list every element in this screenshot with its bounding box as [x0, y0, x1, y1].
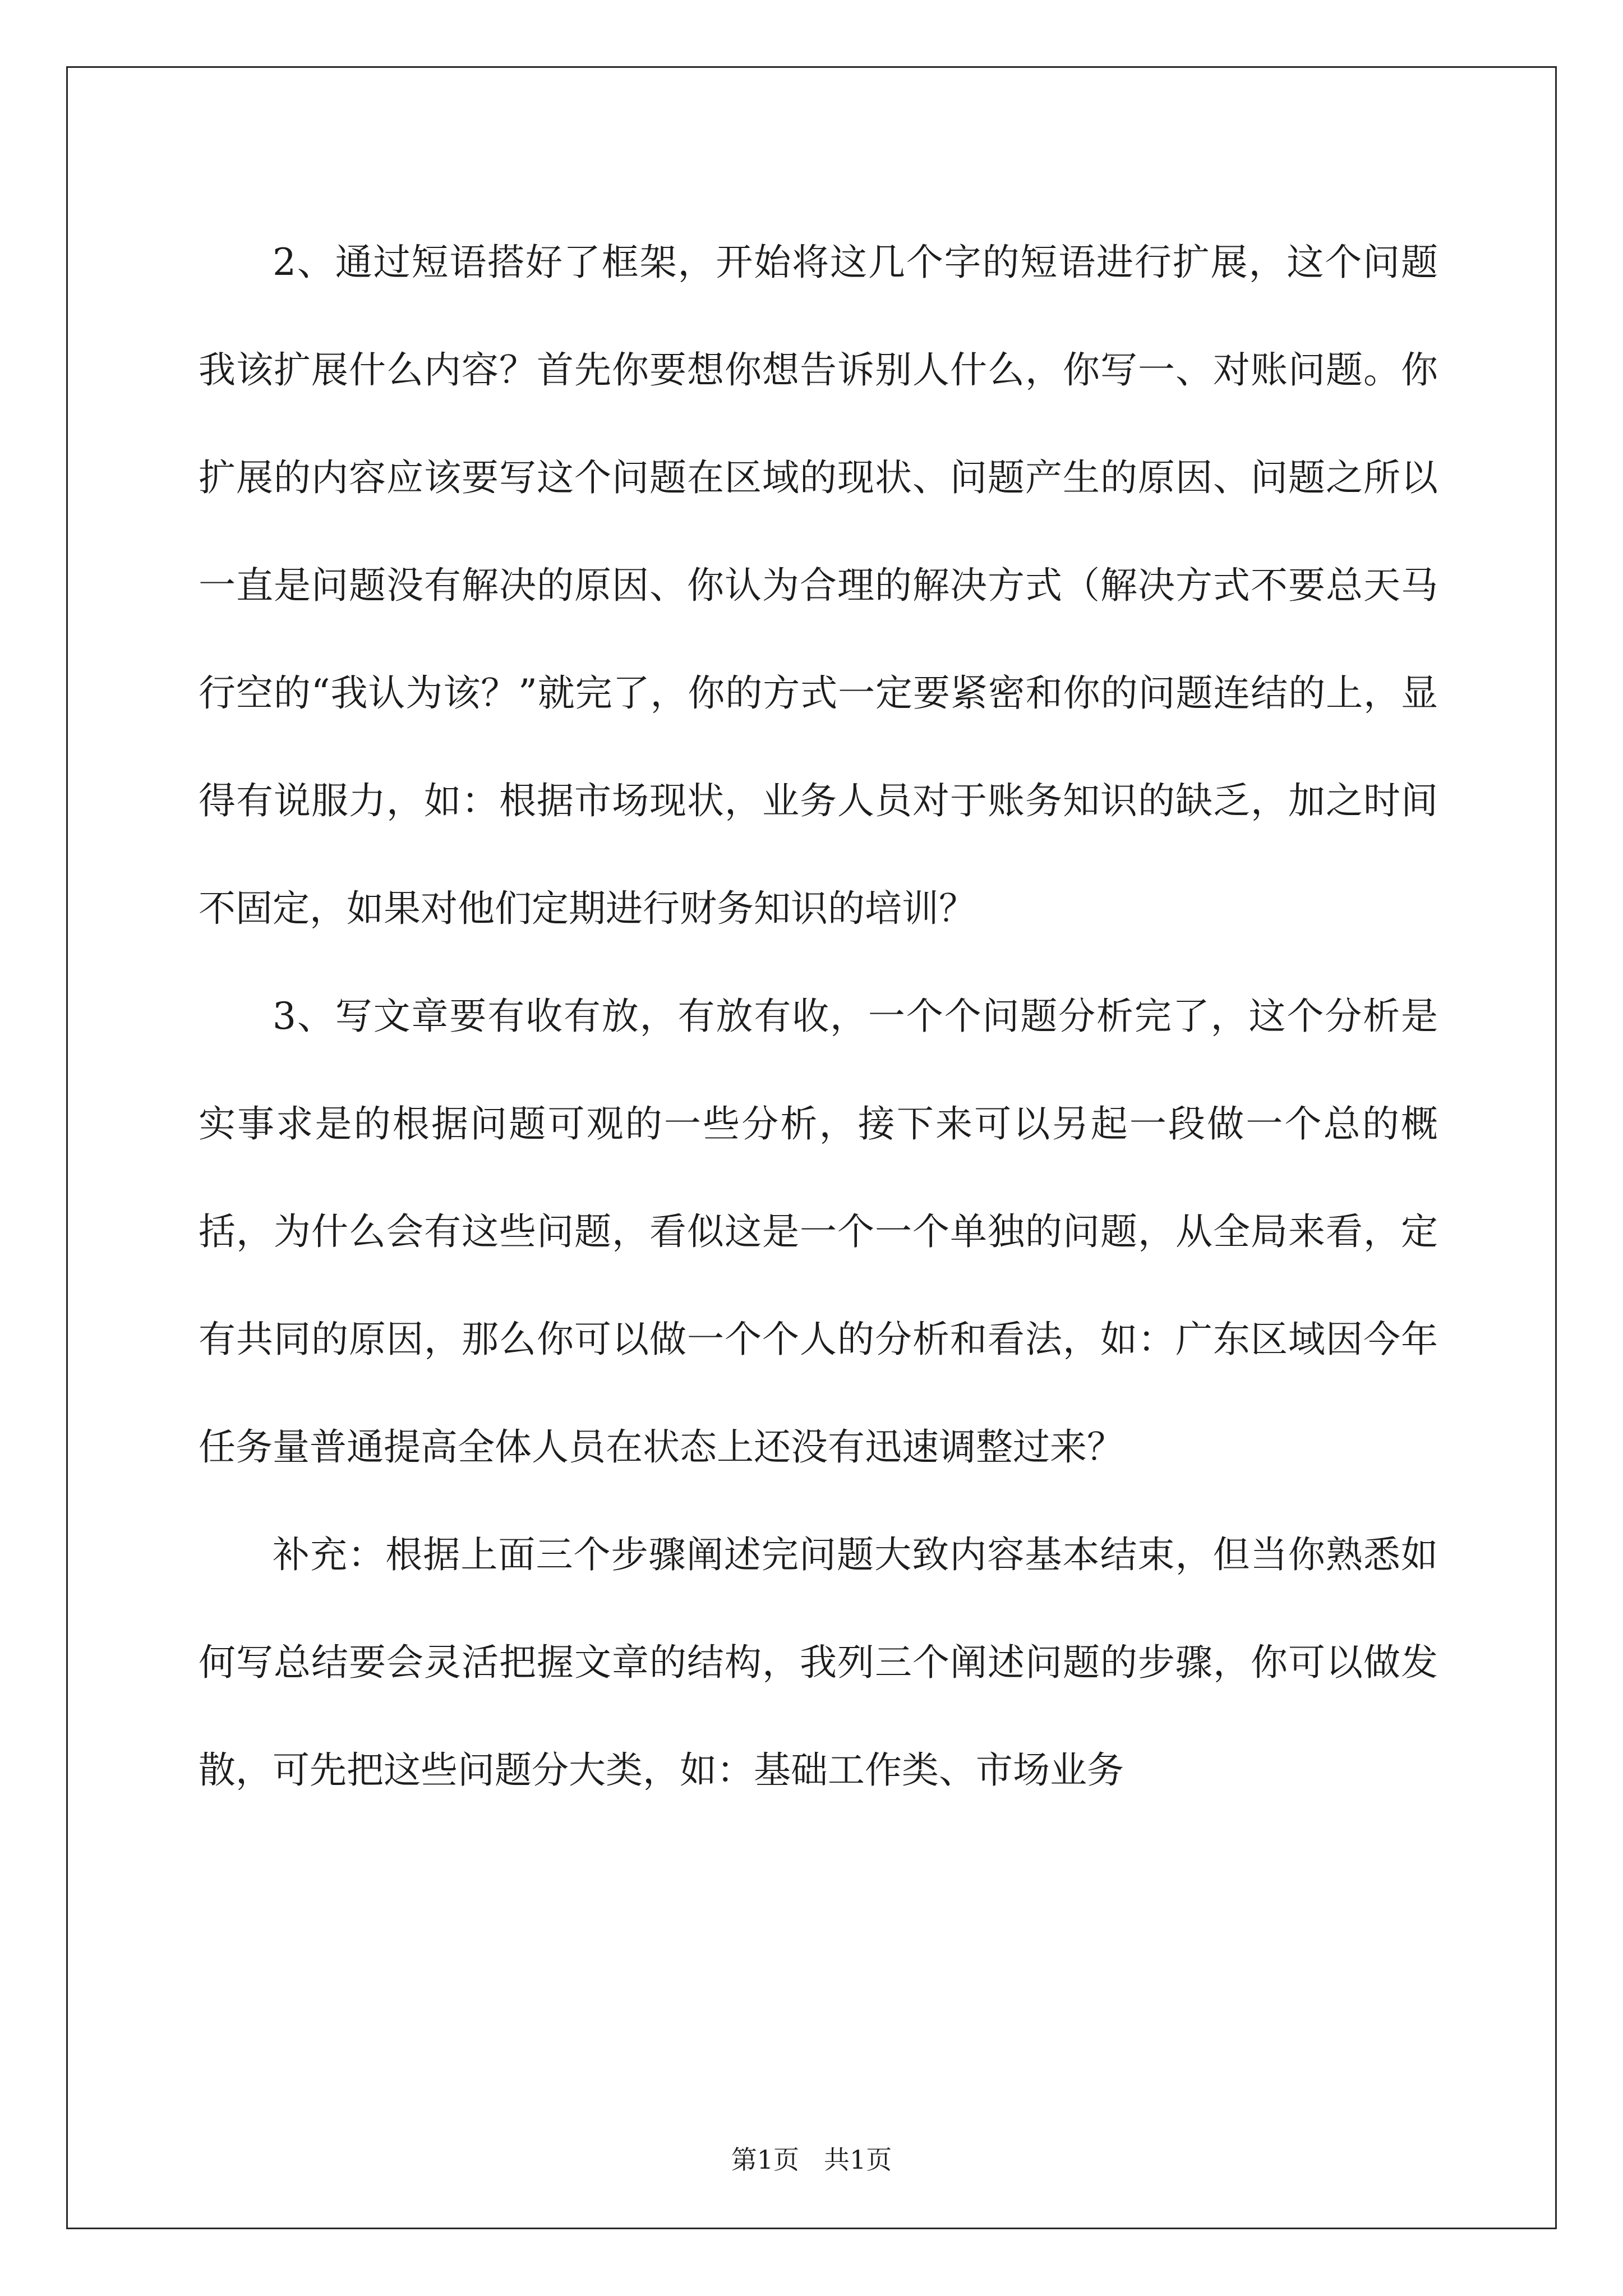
page-footer [0, 2144, 1623, 2175]
page-number: 第1页 [731, 2145, 799, 2175]
paragraph-supplement: 补充：根据上面三个步骤阐述完问题大致内容基本结束，但当你熟悉如何写总结要会灵活把握文章的结构，我列三个阐述问题的步骤，你可以做发散，可先把这些问题分大类，如：基础工作类、市场业务 [199, 1533, 1438, 1792]
paragraph-step-2: 2、通过短语搭好了框架，开始将这几个字的短语进行扩展，这个问题我该扩展什么内容？首先你要想你想告诉别人什么，你写一、对账问题。你扩展的内容应该要写这个问题在区域的现状、问题产生的原因、问题之所以一直是问题没有解决的原因、你认为合理的解决方式（解决方式不要总天马行空的“我认为该？”就完了，你的方式一定要紧密和你的问题连结的上，显得有说服力，如：根据市场现状，业务人员对于账务知识的缺乏，加之时间不固定，如果对他们定期进行财务知识的培训？ [199, 241, 1438, 930]
paragraph-step-3: 3、写文章要有收有放，有放有收，一个个问题分析完了，这个分析是实事求是的根据问题可观的一些分析，接下来可以另起一段做一个总的概括，为什么会有这些问题，看似这是一个一个单独的问题，从全局来看，定有共同的原因，那么你可以做一个个人的分析和看法，如：广东区域因今年任务量普通提高全体人员在状态上还没有迅速调整过来？ [199, 995, 1438, 1469]
page-total: 共1页 [824, 2145, 892, 2175]
document-body [199, 209, 1438, 1824]
